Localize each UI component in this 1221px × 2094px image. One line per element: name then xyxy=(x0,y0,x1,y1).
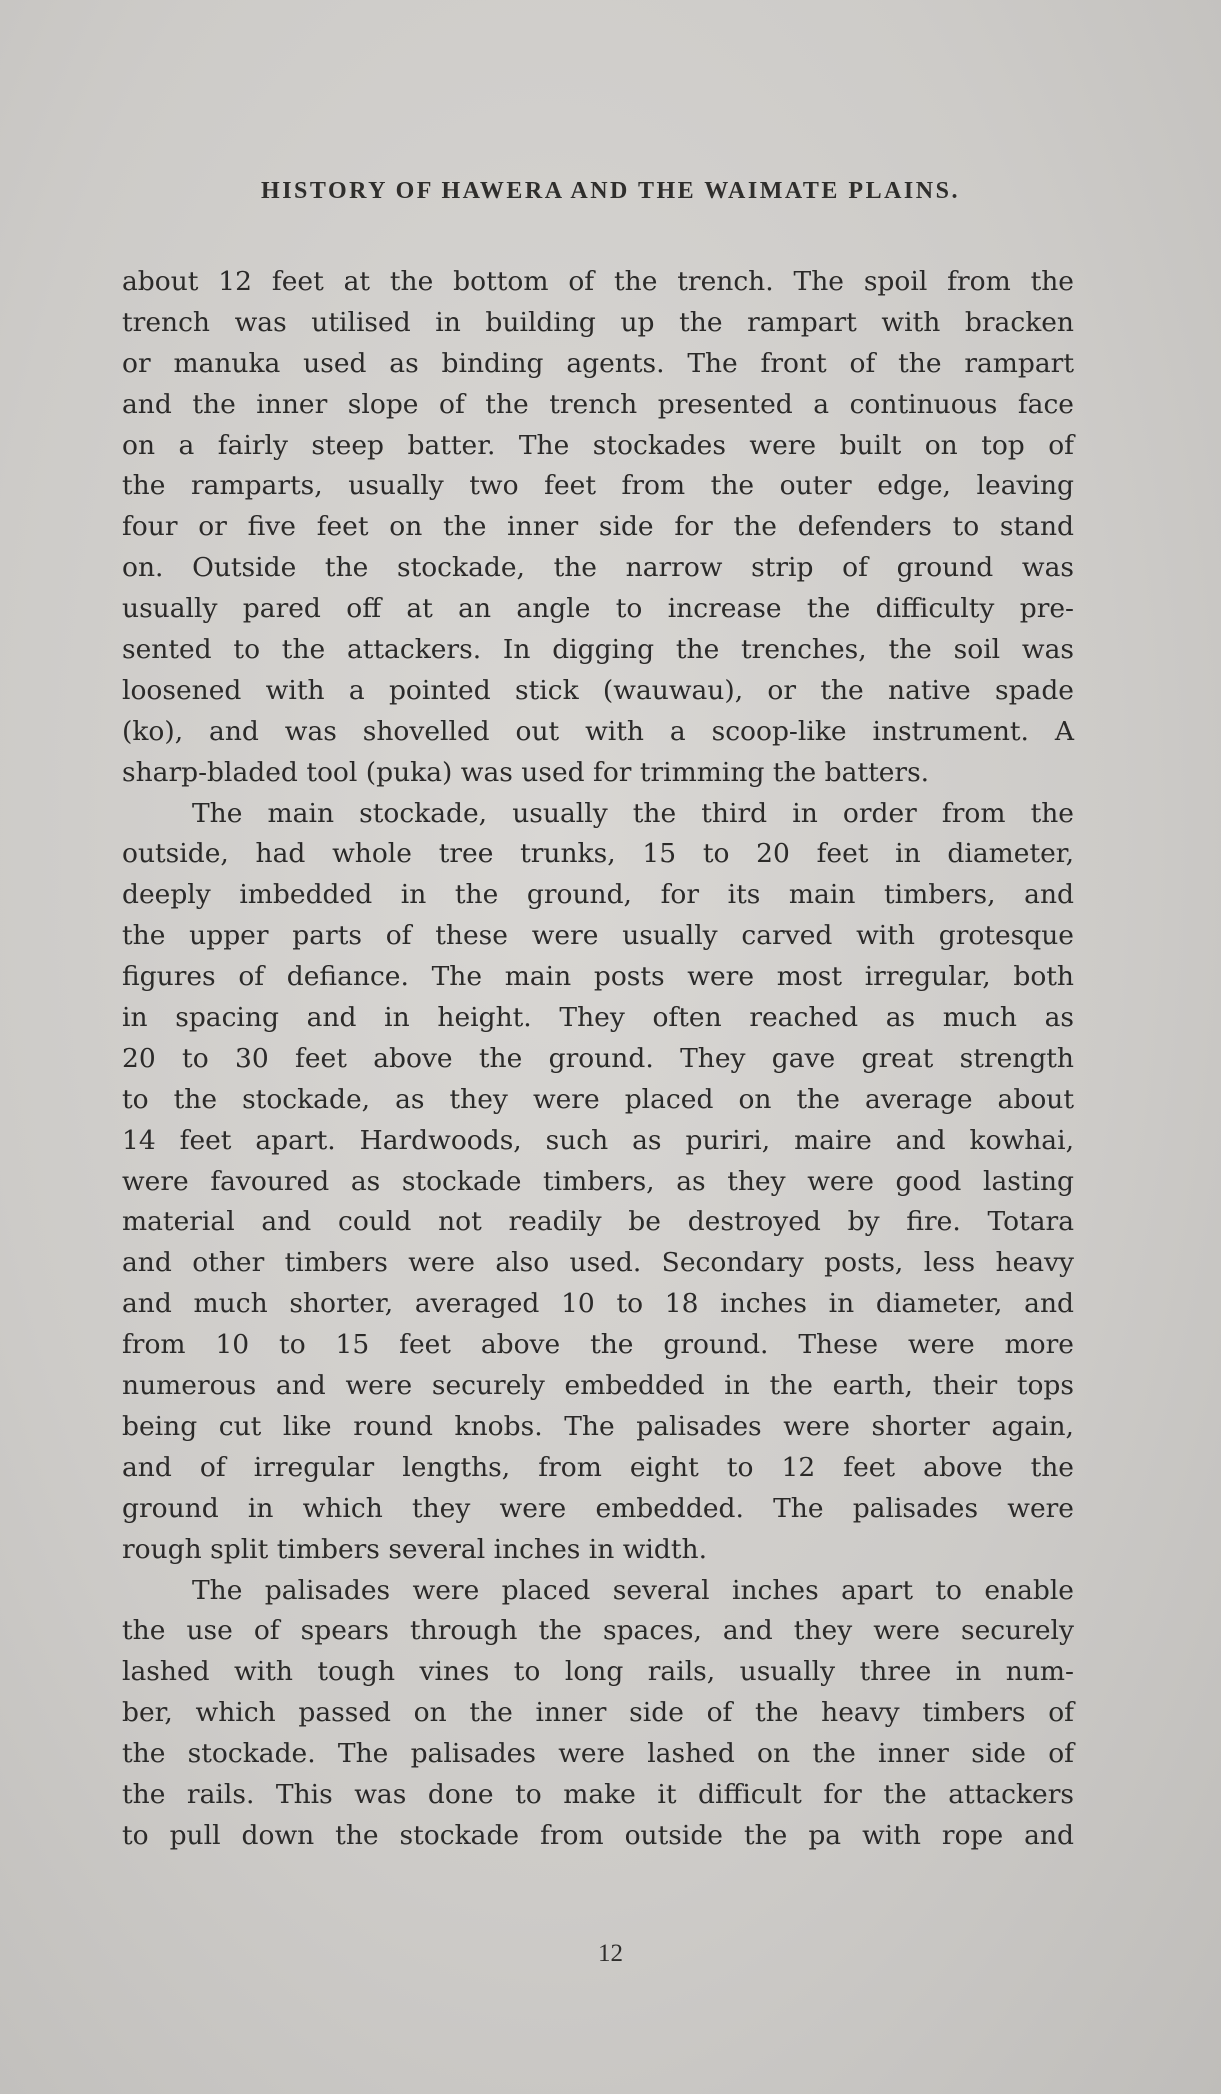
text-line: numerous and were securely embedded in the earth, their tops xyxy=(122,1370,1074,1402)
text-line: ber, which passed on the inner side of the heavy timbers of xyxy=(122,1697,1074,1729)
text-line: to pull down the stockade from outside the pa with rope and xyxy=(122,1819,1074,1851)
text-line: four or five feet on the inner side for the defenders to stand xyxy=(122,511,1074,543)
text-line: ground in which they were embedded. The palisades were xyxy=(122,1492,1074,1524)
page-number: 12 xyxy=(598,1940,623,1967)
text-line: sented to the attackers. In digging the trenches, the soil was xyxy=(122,634,1074,666)
text-line: (ko), and was shovelled out with a scoop-like instrument. A xyxy=(122,715,1074,747)
body-text xyxy=(122,262,1074,1857)
text-line: 14 feet apart. Hardwoods, such as puriri, maire and kowhai, xyxy=(122,1124,1074,1156)
text-line: usually pared off at an angle to increase the difficulty pre- xyxy=(122,593,1074,625)
text-line: on a fairly steep batter. The stockades were built on top of xyxy=(122,429,1074,461)
text-line: the use of spears through the spaces, and they were securely xyxy=(122,1615,1074,1647)
paragraph-end-line: sharp-bladed tool (puka) was used for trimming the batters. xyxy=(122,756,930,788)
text-line: or manuka used as binding agents. The front of the rampart xyxy=(122,347,1074,379)
text-line: the rails. This was done to make it difficult for the attackers xyxy=(122,1778,1074,1810)
text-line: in spacing and in height. They often reached as much as xyxy=(122,1002,1074,1034)
text-line: to the stockade, as they were placed on the average about xyxy=(122,1083,1074,1115)
text-line: and the inner slope of the trench presented a continuous face xyxy=(122,388,1074,420)
text-line: 20 to 30 feet above the ground. They gave great strength xyxy=(122,1042,1074,1074)
paragraph-start-line: The palisades were placed several inches apart to enable xyxy=(192,1574,1074,1606)
text-line: being cut like round knobs. The palisades were shorter again, xyxy=(122,1410,1074,1442)
text-line: about 12 feet at the bottom of the trench. The spoil from the xyxy=(122,266,1074,297)
text-line: and of irregular lengths, from eight to 12 feet above the xyxy=(122,1451,1074,1483)
text-line: outside, had whole tree trunks, 15 to 20 feet in diameter, xyxy=(122,838,1074,870)
paragraph-end-line: rough split timbers several inches in width. xyxy=(122,1533,708,1565)
text-line: and other timbers were also used. Secondary posts, less heavy xyxy=(122,1247,1074,1279)
text-line: from 10 to 15 feet above the ground. These were more xyxy=(122,1329,1074,1361)
text-line: trench was utilised in building up the rampart with bracken xyxy=(122,306,1074,338)
text-line: were favoured as stockade timbers, as they were good lasting xyxy=(122,1165,1074,1197)
text-line: loosened with a pointed stick (wauwau), or the native spade xyxy=(122,674,1074,706)
text-line: material and could not readily be destroyed by fire. Totara xyxy=(122,1206,1074,1238)
text-line: on. Outside the stockade, the narrow strip of ground was xyxy=(122,552,1074,584)
text-line: the ramparts, usually two feet from the outer edge, leaving xyxy=(122,470,1074,502)
text-line: the upper parts of these were usually carved with grotesque xyxy=(122,920,1074,952)
text-line: figures of defiance. The main posts were most irregular, both xyxy=(122,961,1074,993)
text-line: and much shorter, averaged 10 to 18 inches in diameter, and xyxy=(122,1288,1074,1320)
text-line: deeply imbedded in the ground, for its main timbers, and xyxy=(122,879,1074,911)
text-line: the stockade. The palisades were lashed on the inner side of xyxy=(122,1738,1074,1770)
paragraph-start-line: The main stockade, usually the third in order from the xyxy=(192,797,1074,829)
text-line: lashed with tough vines to long rails, usually three in num- xyxy=(122,1656,1074,1688)
running-title: HISTORY OF HAWERA AND THE WAIMATE PLAINS. xyxy=(261,178,960,204)
